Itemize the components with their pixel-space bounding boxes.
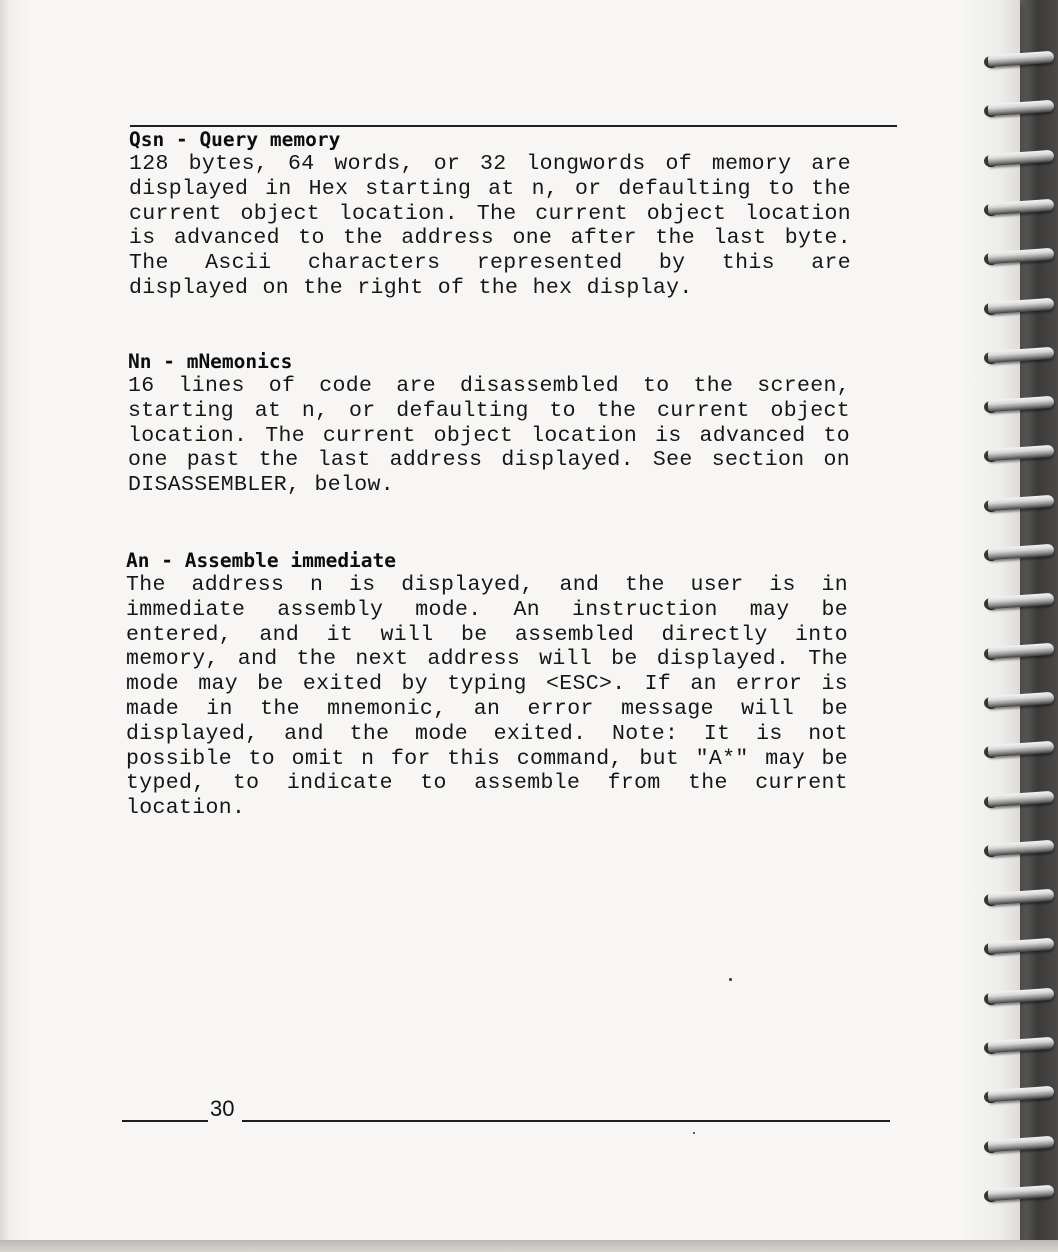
- binding-coil: [980, 395, 1056, 417]
- coil-wire: [988, 741, 1055, 758]
- coil-wire: [988, 642, 1055, 659]
- coil-wire: [988, 987, 1055, 1004]
- section-body: The address n is displayed, and the user is in immediate assembly mode. An instruction may be entered, and it will be assembled directly into memory, and the next address will be displayed. The mode may be exited by typing <ESC>. If an error is made in the mnemonic, an error message will be displayed, and the mode exited. Note: It is not possible to omit n for this command, but "A*" may be typed, to indicate to assemble from the current location.: [126, 573, 848, 821]
- coil-wire: [988, 149, 1055, 166]
- binding-coil: [980, 247, 1056, 269]
- coil-wire: [988, 396, 1055, 413]
- section-heading: Nn - mNemonics: [128, 350, 293, 373]
- coil-wire: [988, 100, 1055, 117]
- binding-coil: [980, 346, 1056, 368]
- binding-coil: [980, 839, 1056, 861]
- binding-coil: [980, 1135, 1056, 1157]
- coil-wire: [988, 1086, 1055, 1103]
- coil-wire: [988, 199, 1055, 216]
- coil-wire: [988, 889, 1055, 906]
- binding-coil: [980, 99, 1056, 121]
- binding-coil: [980, 444, 1056, 466]
- page-number: 30: [210, 1096, 235, 1121]
- coil-wire: [988, 692, 1055, 709]
- section-body: 16 lines of code are disassembled to the screen, starting at n, or defaulting to the current object location. The current object location is advanced to one past the last address displayed. See section on DISASSEMBLER, below.: [128, 374, 850, 498]
- coil-wire: [988, 1185, 1055, 1202]
- spiral-binding: [980, 40, 1058, 1240]
- binding-coil: [980, 543, 1056, 565]
- coil-wire: [988, 51, 1055, 68]
- binding-coil: [980, 494, 1056, 516]
- binding-coil: [980, 50, 1056, 72]
- binding-coil: [980, 592, 1056, 614]
- coil-wire: [988, 248, 1055, 265]
- coil-wire: [988, 1037, 1055, 1054]
- section-query-memory: [129, 128, 851, 301]
- binding-coil: [980, 937, 1056, 959]
- coil-wire: [988, 1135, 1055, 1152]
- coil-wire: [988, 790, 1055, 807]
- coil-wire: [988, 494, 1055, 511]
- binding-coil: [980, 1184, 1056, 1206]
- coil-wire: [988, 544, 1055, 561]
- page-footer: [122, 1096, 890, 1126]
- paper-speck: [693, 1132, 695, 1134]
- coil-wire: [988, 297, 1055, 314]
- binding-coil: [980, 198, 1056, 220]
- binding-coil: [980, 297, 1056, 319]
- coil-wire: [988, 938, 1055, 955]
- header-rule: [130, 125, 897, 127]
- section-heading: An - Assemble immediate: [126, 549, 397, 572]
- paper-speck: [729, 978, 732, 981]
- section-body: 128 bytes, 64 words, or 32 longwords of memory are displayed in Hex starting at n, or defaulting to the current object location. The current object location is advanced to the address one after the last byte. The Ascii characters represented by this are displayed on the right of the hex display.: [129, 152, 851, 300]
- bottom-edge: [0, 1240, 1058, 1252]
- footer-rule-left: [122, 1120, 208, 1122]
- binding-coil: [980, 888, 1056, 910]
- coil-wire: [988, 840, 1055, 857]
- binding-coil: [980, 1085, 1056, 1107]
- binding-coil: [980, 740, 1056, 762]
- binding-coil: [980, 1036, 1056, 1058]
- binding-coil: [980, 790, 1056, 812]
- binding-coil: [980, 987, 1056, 1009]
- section-assemble-immediate: [126, 549, 848, 821]
- coil-wire: [988, 347, 1055, 364]
- coil-wire: [988, 593, 1055, 610]
- section-mnemonics: [128, 350, 850, 498]
- binding-coil: [980, 149, 1056, 171]
- coil-wire: [988, 445, 1055, 462]
- binding-coil: [980, 691, 1056, 713]
- binding-coil: [980, 642, 1056, 664]
- section-heading: Qsn - Query memory: [129, 128, 341, 151]
- footer-rule-right: [242, 1120, 890, 1122]
